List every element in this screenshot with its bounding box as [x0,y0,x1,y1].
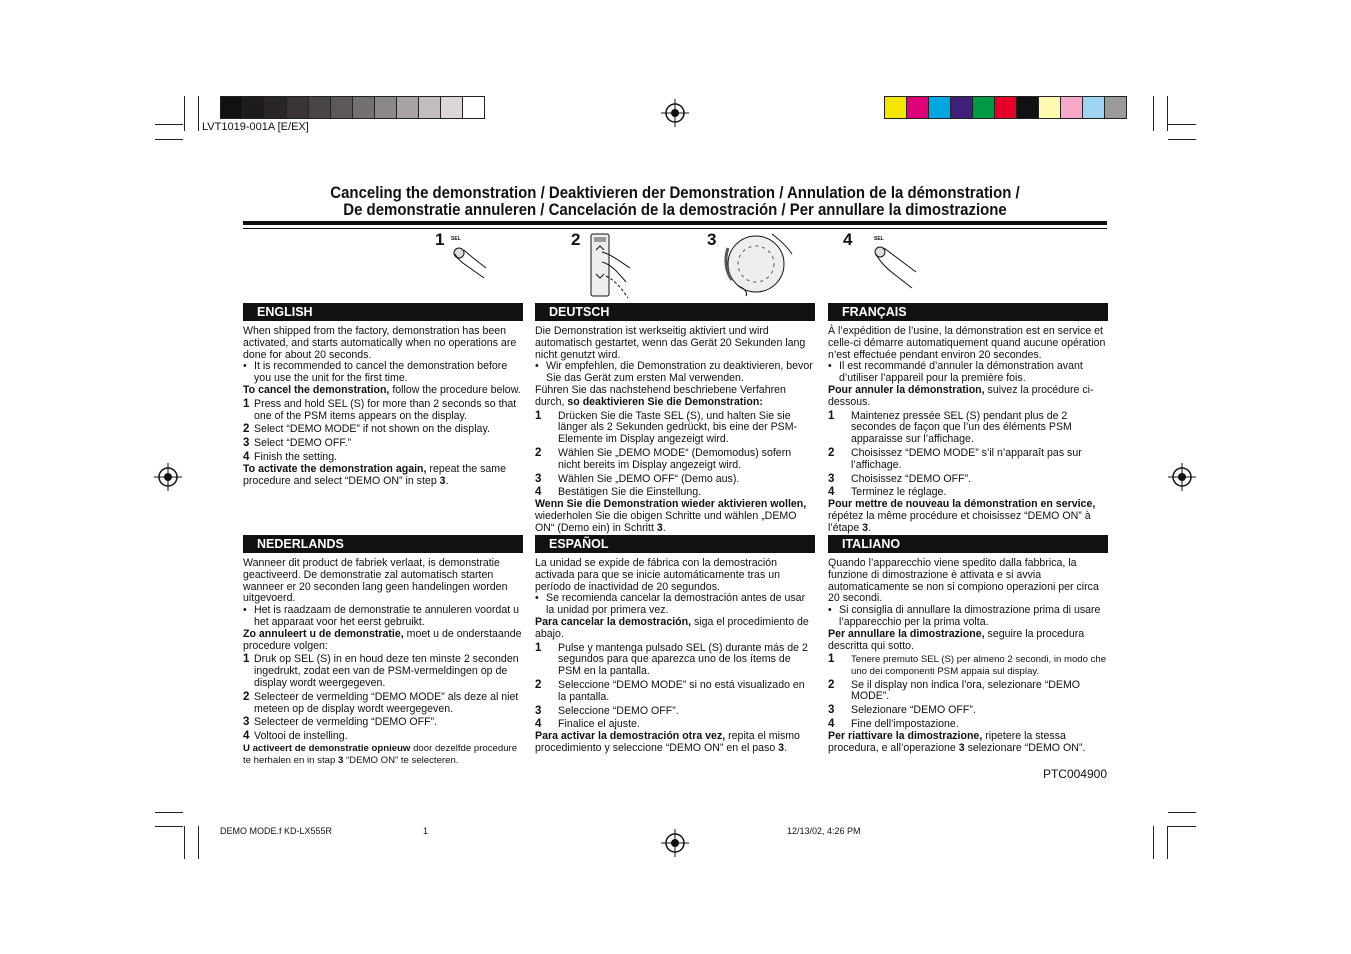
process-color-bar [884,96,1127,119]
intro-text: Die Demonstration ist werkseitig aktiviert und wird automatisch gestartet, wenn das Gerät 20 Sekunden lang nicht genutzt wird. [535,325,806,361]
color-swatch-7 [1017,97,1039,118]
section-header: NEDERLANDS [243,535,523,553]
bullet-item: • Het is raadzaam de demonstratie te annuleren voordat u het apparaat voor het eerst gebruikt. [243,604,519,628]
step-1: 1 Druk op SEL (S) in en houd deze ten minste 2 seconden ingedrukt, zodat een van de PSM-vermeldingen op de display wordt weergegeven. [243,653,519,689]
step-4: 4 Terminez le réglage. [828,486,947,499]
color-swatch-11 [1105,97,1126,118]
registration-mark-right [1167,462,1197,492]
gray-swatch-10 [419,97,441,118]
intro-text: Quando l’apparecchio viene spedito dalla fabbrica, la funzione di dimostrazione è attivata e si avvia automaticamente se non si compiono operazioni per circa 20 secondi. [828,557,1099,605]
color-swatch-5 [973,97,995,118]
reactivate-instruction: Para activar la demostración otra vez, repita el mismo procedimiento y seleccione “DEMO ON” en el paso 3. [535,730,800,754]
step-1: 1 Tenere premuto SEL (S) per almeno 2 secondi, in modo che uno dei componenti PSM appaia sul display. [828,653,1107,677]
intro-text: When shipped from the factory, demonstration has been activated, and starts automatically when no operations are done for about 20 seconds. [243,325,517,361]
section-header: DEUTSCH [535,303,815,321]
step-3: 3 Select “DEMO OFF.” [243,437,352,450]
step-3: 3 Choisissez “DEMO OFF”. [828,472,972,485]
gray-swatch-1 [221,97,243,118]
figure-step-1-number: 1 [435,230,445,249]
ptc-code: PTC004900 [1042,767,1107,781]
figure-step-3-number: 3 [707,230,717,249]
gray-swatch-11 [441,97,463,118]
step-4: 4 Finish the setting. [243,450,338,463]
document-code: LVT1019-001A [E/EX] [202,121,309,133]
section-header: FRANÇAIS [828,303,1108,321]
step-4: 4 Fine dell’impostazione. [828,717,959,730]
title-rule-thin [243,228,1107,229]
bullet-item: • Se recomienda cancelar la demostración antes de usar la unidad por primera vez. [535,592,806,617]
reactivate-instruction: Per riattivare la dimostrazione, ripetere la stessa procedura, e all’operazione 3 selezionare “DEMO ON”. [828,729,1086,754]
color-swatch-2 [907,97,929,118]
intro-text: À l’expédition de l’usine, la démonstration est en service et celle-ci démarre automatiquement quand aucune opération n’est effectuée pendant environ 20 secondes. [828,325,1106,361]
cancel-instruction: Zo annuleert u de demonstratie, moet u de onderstaande procedure volgen: [243,627,522,652]
gray-swatch-5 [309,97,331,118]
finger-press-sel-icon-step-4 [872,244,922,290]
color-swatch-1 [885,97,907,118]
cancel-instruction: Per annullare la dimostrazione, seguire la procedura descritta qui sotto. [828,627,1085,652]
color-swatch-9 [1061,97,1083,118]
color-swatch-4 [951,97,973,118]
section-italiano [828,535,1108,754]
reactivate-instruction: Pour mettre de nouveau la démonstration en service, répétez la même procédure et choisissez “DEMO ON” à l’étape 3. [828,498,1096,534]
gray-swatch-2 [243,97,265,118]
cancel-instruction: Führen Sie das nachstehend beschriebene Verfahren durch, so deaktivieren Sie die Demonstration: [535,383,786,408]
step-2: 2 Seleccione “DEMO MODE” si no está visualizado en la pantalla. [535,678,805,703]
cancel-instruction: Para cancelar la demostración, siga el procedimiento de abajo. [535,615,809,640]
step-1: 1 Pulse y mantenga pulsado SEL (S) durante más de 2 segundos para que aparezca uno de los ítems de PSM en la pantalla. [535,641,808,678]
color-swatch-3 [929,97,951,118]
intro-text: Wanneer dit product de fabriek verlaat, is demonstratie geactiveerd. De demonstratie zal automatisch starten wanneer er 20 seconden lang geen handelingen worden uitgevoerd. [243,557,508,605]
reactivate-instruction: Wenn Sie die Demonstration wieder aktivieren wollen, wiederholen Sie die obigen Schritte und wählen „DEMO ON“ (Demo ein) in Schritt 3. [535,498,807,534]
step-2: 2 Se il display non indica l’ora, selezionare “DEMO MODE”. [828,678,1081,703]
step-2: 2 Select “DEMO MODE” if not shown on the display. [243,423,490,436]
section-espanol [535,535,815,755]
color-swatch-10 [1083,97,1105,118]
step-2: 2 Selecteer de vermelding “DEMO MODE” als deze al niet meteen op de display wordt weergegeven. [243,690,519,715]
registration-mark-top [660,98,690,128]
remote-control-buttons-icon [588,232,638,302]
reactivate-instruction: To activate the demonstration again, repeat the same procedure and select “DEMO ON” in step 3. [243,462,506,487]
footer-date: 12/13/02, 4:26 PM [787,826,861,836]
bullet-item: • Si consiglia di annullare la dimostrazione prima di usare l’apparecchio per la prima volta. [828,604,1101,628]
title-rule [243,221,1107,225]
section-header: ENGLISH [243,303,523,321]
footer-file-name: DEMO MODE.f KD-LX555R [220,826,333,836]
grayscale-color-bar [220,96,485,119]
sel-label: SEL [451,236,461,242]
step-1: 1 Drücken Sie die Taste SEL (S), und halten Sie sie länger als 2 Sekunden gedrückt, bis eine der PSM-Elemente im Display angezeigt wird. [535,409,798,446]
gray-swatch-7 [353,97,375,118]
finger-press-sel-icon [450,244,490,284]
step-4: 4 Finalice el ajuste. [535,718,640,731]
step-3: 3 Selezionare “DEMO OFF”. [828,704,976,717]
control-dial-rotate-icon [722,230,794,300]
bullet-item: • Il est recommandé d’annuler la démonstration avant d’utiliser l’appareil pour la première fois. [828,360,1083,385]
step-4: 4 Voltooi de instelling. [243,730,348,743]
step-2: 2 Wählen Sie „DEMO MODE“ (Demomodus) sofern nicht bereits im Display angezeigt wird. [535,446,792,471]
page-title-line-1: Canceling the demonstration / Deaktivieren der Demonstration / Annulation de la démonstration / [330,183,1020,202]
step-3: 3 Wählen Sie „DEMO OFF“ (Demo aus). [535,472,740,485]
section-nederlands [243,535,523,766]
footer-page-number: 1 [423,826,429,836]
bullet-item: • Wir empfehlen, die Demonstration zu deaktivieren, bevor Sie das Gerät zum ersten Mal verwenden. [535,360,813,385]
step-1: 1 Press and hold SEL (S) for more than 2 seconds so that one of the PSM items appears on the display. [243,397,517,422]
section-header: ESPAÑOL [535,535,815,553]
section-header: ITALIANO [828,535,1108,553]
section-deutsch [535,303,815,535]
registration-mark-bottom [660,828,690,858]
gray-swatch-3 [265,97,287,118]
step-3: 3 Selecteer de vermelding “DEMO OFF”. [243,716,438,729]
bullet-item: • It is recommended to cancel the demonstration before you use the unit for the first time. [243,360,508,385]
step-1: 1 Maintenez pressée SEL (S) pendant plus de 2 secondes de façon que l’un des éléments PSM apparaisse sur l’affichage. [828,409,1072,446]
cancel-instruction: Pour annuler la démonstration, suivez la procédure ci-dessous. [828,383,1094,408]
gray-swatch-4 [287,97,309,118]
intro-text: La unidad se expide de fábrica con la demostración activada para que se inicie automáticamente tras un período de inactividad de 20 segundos. [535,557,780,593]
section-english [243,303,523,487]
figure-step-4-number: 4 [843,230,853,249]
cancel-instruction: To cancel the demonstration, follow the procedure below. [243,383,521,396]
gray-swatch-9 [397,97,419,118]
figure-step-2-number: 2 [571,230,581,249]
step-4: 4 Bestätigen Sie die Einstellung. [535,486,702,499]
step-3: 3 Seleccione “DEMO OFF”. [535,704,679,717]
section-francais [828,303,1108,535]
gray-swatch-6 [331,97,353,118]
sel-label-step-4: SEL [874,236,884,242]
page-title-line-2: De demonstratie annuleren / Cancelación de la demostración / Per annullare la dimostrazione [343,200,1007,219]
color-swatch-6 [995,97,1017,118]
registration-mark-left [153,462,183,492]
gray-swatch-8 [375,97,397,118]
reactivate-instruction: U activeert de demonstratie opnieuw door dezelfde procedure te herhalen en in stap 3 “DEMO ON” te selecteren. [243,742,518,766]
step-2: 2 Choisissez “DEMO MODE” s’il n’apparaît pas sur l’affichage. [828,446,1082,471]
gray-swatch-12 [463,97,484,118]
color-swatch-8 [1039,97,1061,118]
